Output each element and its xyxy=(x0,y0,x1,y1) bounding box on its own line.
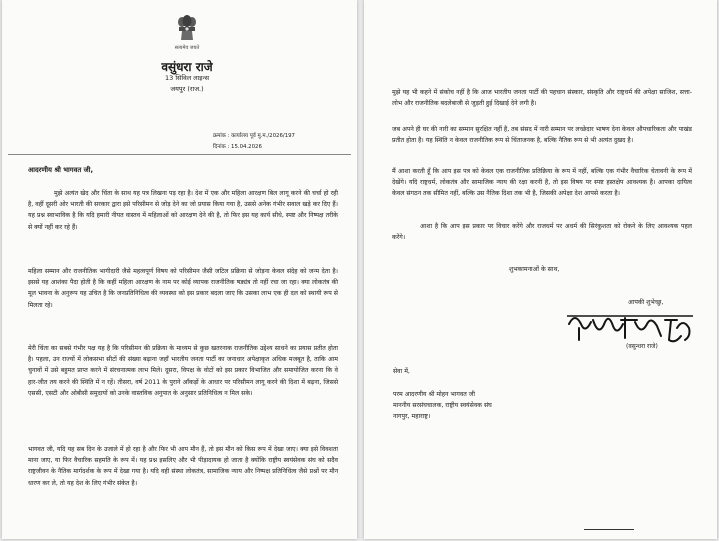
signer-name: (वसुन्धरा राजे) xyxy=(626,343,658,350)
reference-block xyxy=(213,131,295,153)
paragraph: महिला सम्मान और राजनीतिक भागीदारी जैसे महत्वपूर्ण विषय को परिसीमन जैसी जटिल प्रक्रिया से जोड़ना केवल संदेह को जन्म देता है। इससे यह आशंका पैदा होती है कि कहीं महिला आरक्षण के नाम पर कोई व्यापक राजनीतिक षड्यंत्र तो नहीं रचा जा रहा। क्या लोकतंत्र की मूल भावना के अनुरूप यह उचित है कि जनप्रतिनिधित्व की व्यवस्था को इस प्रकार बदला जाए कि उसका लाभ एक ही दल को स्थायी रूप से मिलता रहे। xyxy=(28,268,338,309)
national-emblem-icon xyxy=(176,14,198,42)
handwritten-signature-icon xyxy=(565,310,700,346)
reference-date: दिनांक : 15.04.2026 xyxy=(213,144,262,150)
page-bottom-line xyxy=(584,529,634,530)
recipient-line: परम आदरणीय श्री मोहन भागवत जी xyxy=(393,391,475,398)
paragraph: मेरी चिंता का सबसे गंभीर पक्ष यह है कि परिसीमन की प्रक्रिया के माध्यम से कुछ खतरनाक राजनीतिक उद्देश्य साधने का प्रयास प्रतीत होता है। पहला, उन राज्यों में लोकसभा सीटों की संख्या बढ़ाना जहाँ भारतीय जनता पार्टी का जनाधार अपेक्षाकृत अधिक मजबूत है, ताकि आम चुनावों में उसे बहुमत प्राप्त करने में संरचनात्मक लाभ मिले। दूसरा, विपक्ष के वोटों को इस प्रकार विभाजित और समायोजित करना कि वे हार-जीत तय करने की स्थिति में न रहें। तीसरा, वर्ष 2011 के पुराने आँकड़ों के आधार पर परिसीमन लागू करने की दिशा में बढ़ना, जिससे एससी, एसटी और ओबीसी समुदायों को उनके वास्तविक अनुपात के अनुसार प्रतिनिधित्व न मिल सके। xyxy=(28,345,338,397)
letter-page-1 xyxy=(2,0,357,539)
reference-number: क्रमांक : कार्यालय पूर्व मु.म./2026/197 xyxy=(213,133,295,139)
closing: आपकी शुभेच्छु, xyxy=(628,299,664,306)
address-line: जयपुर (राज.) xyxy=(170,85,204,93)
paragraph: आशा है कि आप इस प्रकार पर विचार करेंगे और राजधर्म पर अधर्म की सिरंकुशता को रोकने के लिए आवश्यक पहल करेंगे। xyxy=(392,223,692,242)
recipient-line: माननीय सरसंघचालक, राष्ट्रीय स्वयंसेवक संघ xyxy=(393,402,492,409)
recipient-to: सेवा में, xyxy=(393,368,410,375)
letter-page-2 xyxy=(364,0,717,539)
paragraph: जब अपने ही घर की नारी का सम्मान सुरक्षित नहीं है, तब संसद में नारी सम्मान पर लच्छेदार भाषण देना केवल औपचारिकता और पाखंड प्रतीत होता है। यह स्थिति न केवल राजनीतिक रूप से चिंताजनक है, बल्कि नैतिक रूप से भी अत्यंत दुखद है। xyxy=(392,126,692,145)
paragraph: भागवत जी, यदि यह सब दिन के उजाले में हो रहा है और फिर भी आप मौन हैं, तो इस मौन को किस रूप में देखा जाए। क्या इसे विवशता माना जाए, या फिर वैचारिक सहमति के रूप में। यह प्रश्न इसलिए और भी पीड़ादायक हो जाता है क्योंकि राष्ट्रीय स्वयंसेवक संघ को सदैव राष्ट्रजीवन के नैतिक मार्गदर्शक के रूप में देखा गया है। यदि वही संस्था लोकतंत्र, सामाजिक न्याय और निष्पक्ष प्रतिनिधित्व जैसे प्रश्नों पर मौन धारण कर ले, तो यह देश के लिए गंभीर संकेत है। xyxy=(28,446,338,487)
recipient-line: नागपुर, महाराष्ट्र। xyxy=(393,413,431,420)
letterhead-address xyxy=(142,73,232,95)
salutation: आदरणीय श्री भागवत जी, xyxy=(28,166,94,174)
emblem-motto: सत्यमेव जयते xyxy=(174,45,200,51)
paragraph: मुझे अत्यंत खेद और चिंता के साथ यह पत्र लिखना पड़ रहा है। देश में एक और महिला आरक्षण बिल लागू करने की चर्चा हो रही है, वहीं दूसरी ओर भारती की सरकार द्वारा इसे परिसीमन से जोड़ देने का जो प्रयास किया गया है, उससे अनेक गंभीर सवाल खड़े कर दिए हैं। यह प्रश्न स्वाभाविक है कि यदि हमारी नीयत वास्तव में महिलाओं को आरक्षण देने की है, तो फिर इस यह कार्य सीधे, स्पष्ट और निष्पक्ष तरीके से क्यों नहीं कर रहे हैं। xyxy=(28,190,338,231)
letterhead-name: वसुंधरा राजे xyxy=(161,60,213,74)
address-line: 13 सिविल लाइन्स xyxy=(165,74,209,82)
paragraph: मुझे यह भी कहने में संकोच नहीं है कि आज भारतीय जनता पार्टी की पहचान संस्कार, संस्कृति और राष्ट्रधर्म की अपेक्षा साजिश, सत्ता-लोभ और राजनीतिक बदलेबाजी से जुड़ती हुई दिखाई देने लगी है। xyxy=(392,89,692,108)
paragraph: मैं आशा करती हूँ कि आप इस पत्र को केवल एक राजनीतिक प्रतिक्रिया के रूप में नहीं, बल्कि एक गंभीर वैचारिक चेतावनी के रूप में देखेंगे। यदि राष्ट्रधर्म, लोकतंत्र और सामाजिक न्याय की रक्षा करनी है, तो इस विषय पर स्पष्ट हस्तक्षेप आवश्यक है। आपका दायित्व केवल संगठन तक सीमित नहीं, बल्कि उस नैतिक दिशा तक भी है, जिसकी अपेक्षा देश आपसे करता है। xyxy=(392,168,692,198)
greeting: शुभकामनाओं के साथ, xyxy=(509,266,560,273)
header-divider xyxy=(8,154,351,155)
